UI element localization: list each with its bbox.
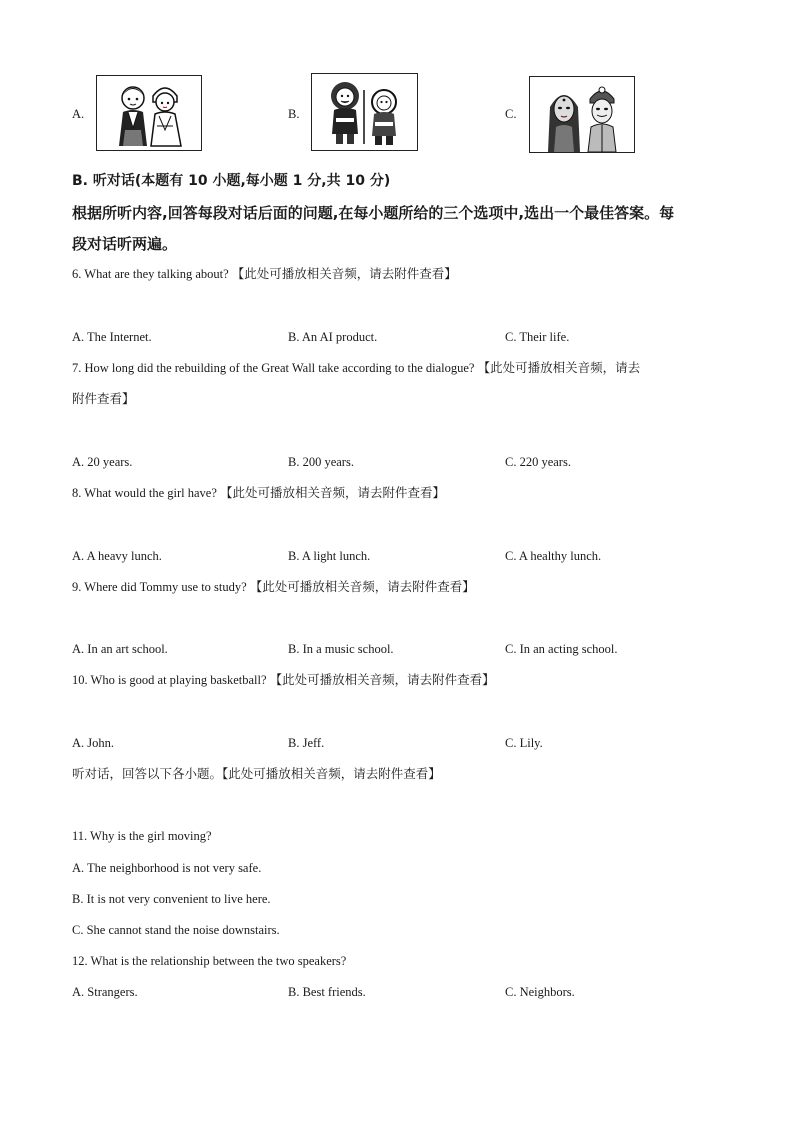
q6-option-c: C. Their life. xyxy=(505,330,570,344)
q8-option-a: A. A heavy lunch. xyxy=(72,549,162,563)
question-10: 10. Who is good at playing basketball? 【此处可播放相关音频，请去附件查看】 xyxy=(72,673,495,687)
picture-label-a: A. xyxy=(72,107,85,121)
q8-option-c: C. A healthy lunch. xyxy=(505,549,602,563)
question-7-line-2: 附件查看】 xyxy=(72,392,135,406)
q10-option-b: B. Jeff. xyxy=(288,736,325,750)
q10-option-a: A. John. xyxy=(72,736,115,750)
question-7-line-1: 7. How long did the rebuilding of the Great Wall take according to the dialogue? 【此处可播放相关音频，请去 xyxy=(72,361,641,375)
q12-option-a: A. Strangers. xyxy=(72,985,138,999)
picture-label-b: B. xyxy=(288,107,300,121)
q9-option-a: A. In an art school. xyxy=(72,642,168,656)
q6-option-b: B. An AI product. xyxy=(288,330,378,344)
q10-option-c: C. Lily. xyxy=(505,736,543,750)
instruction-line-1: 根据所听内容,回答每段对话后面的问题,在每小题所给的三个选项中,选出一个最佳答案。每 xyxy=(72,204,675,222)
section-heading: B. 听对话(本题有 10 小题,每小题 1 分,共 10 分) xyxy=(72,173,391,189)
question-9: 9. Where did Tommy use to study? 【此处可播放相关音频，请去附件查看】 xyxy=(72,580,475,594)
q11-option-c: C. She cannot stand the noise downstairs. xyxy=(72,923,280,937)
question-11: 11. Why is the girl moving? xyxy=(72,829,212,843)
q12-option-b: B. Best friends. xyxy=(288,985,366,999)
question-6: 6. What are they talking about? 【此处可播放相关音频，请去附件查看】 xyxy=(72,267,457,281)
japanese-couple-icon xyxy=(96,75,202,151)
inuit-couple-icon xyxy=(311,73,418,151)
indian-couple-icon xyxy=(529,76,635,153)
q9-option-b: B. In a music school. xyxy=(288,642,394,656)
question-12: 12. What is the relationship between the two speakers? xyxy=(72,954,347,968)
question-8: 8. What would the girl have? 【此处可播放相关音频，请去附件查看】 xyxy=(72,486,445,500)
q7-option-a: A. 20 years. xyxy=(72,455,133,469)
long-dialogue-intro: 听对话，回答以下各小题。【此处可播放相关音频，请去附件查看】 xyxy=(72,766,441,781)
q8-option-b: B. A light lunch. xyxy=(288,549,371,563)
instruction-line-2: 段对话听两遍。 xyxy=(72,235,178,253)
q11-option-a: A. The neighborhood is not very safe. xyxy=(72,861,262,875)
picture-label-c: C. xyxy=(505,107,517,121)
q11-option-b: B. It is not very convenient to live here. xyxy=(72,892,271,906)
q6-option-a: A. The Internet. xyxy=(72,330,152,344)
q12-option-c: C. Neighbors. xyxy=(505,985,575,999)
q9-option-c: C. In an acting school. xyxy=(505,642,618,656)
q7-option-b: B. 200 years. xyxy=(288,455,354,469)
q7-option-c: C. 220 years. xyxy=(505,455,571,469)
